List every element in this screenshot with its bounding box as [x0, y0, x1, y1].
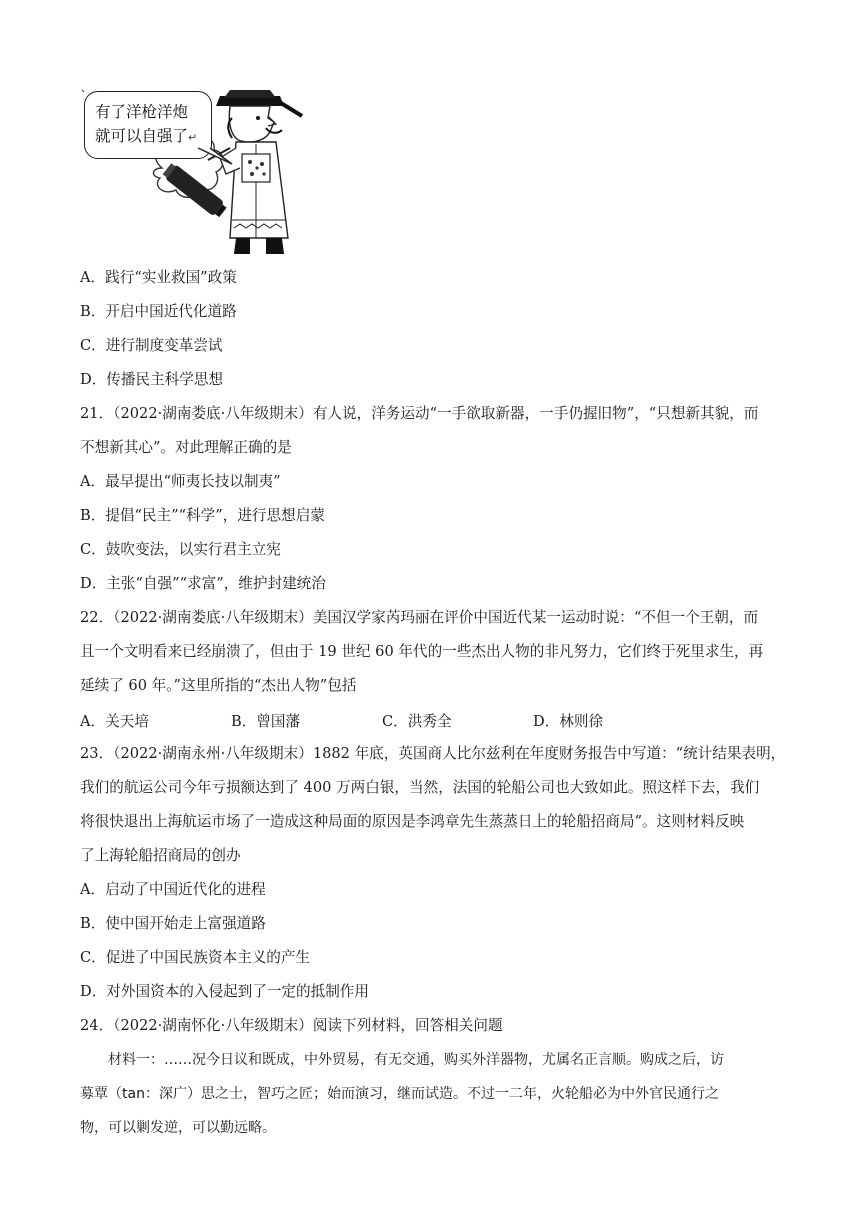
q20-option-b: B．开启中国近代化道路: [80, 303, 237, 320]
speech-bubble: [84, 91, 212, 159]
q24-material-line-3: 物，可以剿发逆，可以勤远略。: [80, 1120, 276, 1136]
q23-option-c: C．促进了中国民族资本主义的产生: [80, 949, 311, 966]
q23-option-d: D．对外国资本的入侵起到了一定的抵制作用: [80, 983, 369, 1000]
q22-option-c: C．洪秀全: [382, 713, 452, 730]
q22-stem-line-3: 延续了 60 年。”这里所指的“杰出人物”包括: [80, 677, 357, 694]
q23-stem-line-4: 了上海轮船招商局的创办: [80, 847, 241, 864]
q23-stem-line-2: 我们的航运公司今年亏损额达到了 400 万两白银，当然，法国的轮船公司也大致如此。照这样下去，我们: [80, 779, 760, 796]
q22-option-b: B．曾国藩: [231, 713, 301, 730]
q23-option-b: B．使中国开始走上富强道路: [80, 915, 266, 932]
q24-stem-line-1: 24．（2022·湖南怀化·八年级期末）阅读下列材料，回答相关问题: [80, 1017, 503, 1034]
q22-stem-line-1: 22．（2022·湖南娄底·八年级期末）美国汉学家芮玛丽在评价中国近代某一运动时说：“不但一个王朝，而: [80, 609, 759, 626]
q22-stem-line-2: 且一个文明看来已经崩溃了，但由于 19 世纪 60 年代的一些杰出人物的非凡努力，它们终于死里求生，再: [80, 643, 764, 660]
q23-option-a: A．启动了中国近代化的进程: [80, 881, 266, 898]
q21-option-b: B．提倡“民主”“科学”，进行思想启蒙: [80, 507, 325, 524]
q20-option-c: C．进行制度变革尝试: [80, 337, 223, 354]
q21-stem-line-2: 不想新其心”。对此理解正确的是: [80, 439, 292, 456]
q23-stem-line-1: 23．（2022·湖南永州·八年级期末）1882 年底，英国商人比尔兹利在年度财务报告中写道：“统计结果表明，: [80, 745, 786, 762]
speech-bubble-line-1: 有了洋枪洋炮: [95, 103, 189, 121]
q24-material-line-1: 材料一：……况今日议和既成，中外贸易，有无交通，购买外洋器物，尤属名正言顺。购成之后，访: [108, 1052, 724, 1068]
q20-option-a: A．践行“实业救国”政策: [80, 269, 237, 286]
q21-stem-line-1: 21．（2022·湖南娄底·八年级期末）有人说，洋务运动“一手欲取新器，一手仍握旧物”，“只想新其貌，而: [80, 405, 759, 422]
speech-bubble-tail: [196, 146, 236, 168]
q24-material-line-2: 募覃（tan：深广）思之士，智巧之匠；始而演习，继而试造。不过一二年，火轮船必为中外官民通行之: [80, 1086, 719, 1102]
q20-option-d: D．传播民主科学思想: [80, 371, 224, 388]
q21-option-a: A．最早提出“师夷长技以制夷”: [80, 473, 281, 490]
q21-option-c: C．鼓吹变法，以实行君主立宪: [80, 541, 281, 558]
q22-option-d: D．林则徐: [533, 713, 604, 730]
speech-bubble-line-2: 就可以自强了↵: [95, 127, 198, 145]
q23-stem-line-3: 将很快退出上海航运市场了一造成这种局面的原因是李鸿章先生蒸蒸日上的轮船招商局”。这则材料反映: [80, 813, 745, 830]
return-mark-icon: ↵: [188, 131, 198, 144]
q22-option-a: A．关天培: [80, 713, 149, 730]
q21-option-d: D．主张“自强”“求富”，维护封建统治: [80, 575, 326, 592]
